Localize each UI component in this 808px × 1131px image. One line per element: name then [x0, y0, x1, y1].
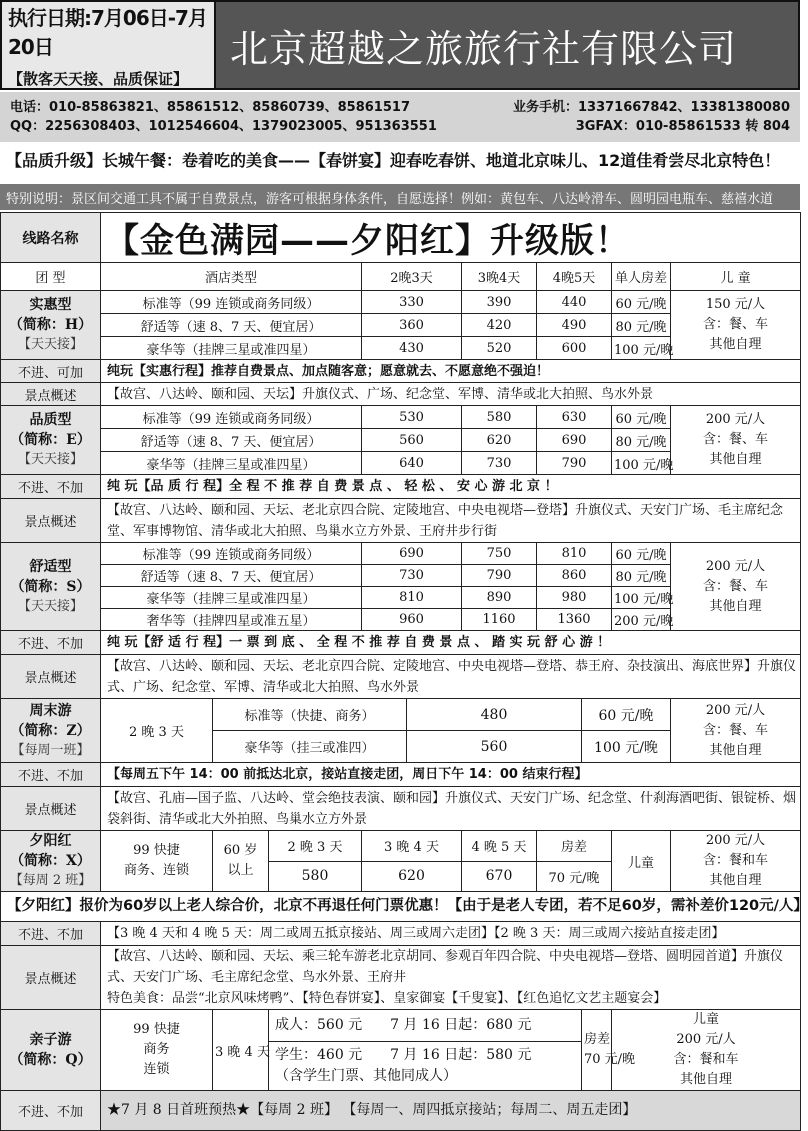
- rule-row: [1, 475, 801, 499]
- table-cell: 70 元/晚: [584, 1052, 636, 1067]
- table-cell: 200 元/人: [705, 412, 766, 427]
- table-cell: 390: [462, 291, 537, 314]
- table-cell: 440: [537, 291, 612, 314]
- table-cell: 60 元/晚: [582, 699, 671, 731]
- rule-row: [1, 631, 801, 655]
- child-price: [612, 1010, 801, 1091]
- table-cell: 80 元/晚: [612, 565, 671, 587]
- table-cell: 【天天接】: [17, 337, 83, 352]
- group-sunset: [1, 831, 101, 892]
- rule-row: [1, 763, 801, 787]
- table-cell: 房差: [537, 831, 612, 862]
- footer-row: [1, 1091, 801, 1131]
- fax-number: 3GFAX：010-85861533 转 804: [575, 119, 790, 134]
- table-cell: 实惠型: [29, 297, 72, 313]
- route-name: 【金色满园——夕阳红】升级版！: [101, 213, 801, 263]
- col-child: 儿 童: [671, 263, 801, 291]
- col-d3: 3晚4天: [462, 263, 537, 291]
- col-d2: 2晚3天: [362, 263, 462, 291]
- table-cell: 600: [537, 337, 612, 360]
- child-price: [671, 699, 801, 763]
- table-cell: 含：餐和车: [703, 853, 769, 868]
- table-cell: 含：餐、车: [703, 317, 769, 332]
- table-cell: （简称：H）: [8, 317, 93, 333]
- table-cell: 200 元/人: [705, 558, 766, 574]
- table-cell: 200 元/人: [676, 1032, 736, 1047]
- table-cell: 奢华等（挂牌四星或准五星）: [101, 609, 362, 631]
- table-cell: [213, 831, 269, 892]
- table-cell: 7 月 16 日起：580 元: [390, 1046, 532, 1063]
- table-cell: 750: [462, 543, 537, 565]
- table-cell: 标准等（快捷、商务）: [213, 699, 407, 731]
- table-cell: 99 快捷: [133, 1022, 180, 1037]
- group-weekend: [1, 699, 101, 763]
- table-cell: [269, 1010, 582, 1042]
- table-row: [1, 1010, 801, 1042]
- table-cell: （简称：Z）: [10, 722, 91, 739]
- cell-line: [10, 117, 790, 136]
- table-cell: 100 元/晚: [582, 731, 671, 763]
- table-cell: （简称：S）: [10, 578, 91, 595]
- table-cell: 580: [462, 406, 537, 429]
- table-row: [1, 543, 801, 565]
- scenic-row: [1, 499, 801, 543]
- table-cell: 60 元/晚: [612, 543, 671, 565]
- table-cell: 不进、不加: [1, 763, 101, 787]
- table-cell: 其他自理: [709, 598, 762, 614]
- table-cell: 【故宫、八达岭、颐和园、天坛、老北京四合院、定陵地宫、中央电视塔—登塔、恭王府、杂技演出、海底世界】升旗仪式、广场、纪念堂、军博、清华或北大拍照、鸟水外景: [101, 655, 801, 699]
- sunset-banner-row: [1, 892, 801, 922]
- table-cell: 980: [537, 587, 612, 609]
- table-cell: 舒适等（速 8、7 天、便宜居）: [101, 314, 362, 337]
- table-cell: 1360: [537, 609, 612, 631]
- table-cell: 690: [362, 543, 462, 565]
- table-cell: （简称：E）: [10, 432, 91, 448]
- table-cell: 【天天接】: [17, 598, 83, 614]
- table-cell: 620: [362, 861, 462, 892]
- table-cell: 【故宫、八达岭、颐和园、天坛】升旗仪式、广场、纪念堂、军博、清华或北大拍照、鸟水外景: [101, 383, 801, 406]
- table-cell: 1160: [462, 609, 537, 631]
- table-cell: 730: [462, 452, 537, 475]
- table-cell: 景点概述: [1, 655, 101, 699]
- table-cell: 【天天接】: [17, 452, 83, 467]
- table-cell: 【故宫、八达岭、颐和园、天坛、乘三轮车游老北京胡同、参观百年四合院、中央电视塔—登塔、圆明园首道】升旗仪式、天安门广场、毛主席纪念堂、鸟水外景、王府井: [107, 949, 784, 985]
- table-cell: 其他自理: [709, 873, 762, 888]
- table-cell: 960: [362, 609, 462, 631]
- table-cell: （简称：X）: [10, 853, 91, 869]
- table-cell: 不进、可加: [1, 360, 101, 383]
- table-cell: 舒适等（速 8、7 天、便宜居）: [101, 429, 362, 452]
- table-cell: 60 岁: [223, 843, 258, 858]
- table-cell: 景点概述: [1, 787, 101, 831]
- table-cell: 150 元/人: [705, 297, 766, 312]
- table-cell: 标准等（99 连锁或商务同级）: [101, 543, 362, 565]
- table-cell: 品质型: [29, 412, 72, 428]
- table-cell: 520: [462, 337, 537, 360]
- qq-numbers: QQ：2256308403、1012546604、1379023005、951363551: [10, 119, 437, 134]
- mobile-numbers: 业务手机：13371667842、13381380080: [513, 100, 790, 115]
- contact-bar: [0, 92, 800, 142]
- table-cell: 不进、不加: [1, 631, 101, 655]
- group-comfort: [1, 543, 101, 631]
- table-cell: [101, 831, 213, 892]
- table-cell: 100 元/晚: [612, 337, 671, 360]
- table-cell: 【每周一班】: [11, 742, 90, 758]
- table-cell: （含学生门票、其他同成人）: [275, 1067, 457, 1084]
- table-cell: 含：餐和车: [673, 1052, 739, 1067]
- table-cell: 2 晚 3 天: [101, 699, 213, 763]
- table-cell: 【每周 2 班】: [9, 873, 92, 888]
- table-cell: 670: [462, 861, 537, 892]
- scenic-row: [1, 787, 801, 831]
- table-cell: 200 元/人: [705, 833, 766, 848]
- table-cell: 其他自理: [709, 742, 762, 758]
- table-cell: 纯 玩【舒 适 行 程】一 票 到 底 、 全 程 不 推 荐 自 费 景 点 、 踏 实 玩 舒 心 游 ！: [101, 631, 801, 655]
- table-cell: 商务、连锁: [123, 863, 189, 878]
- table-cell: 730: [362, 565, 462, 587]
- table-cell: 3 晚 4 天: [362, 831, 462, 862]
- route-row: [1, 213, 801, 263]
- table-cell: 豪华等（挂牌三星或准四星）: [101, 587, 362, 609]
- table-cell: 儿童: [612, 831, 671, 892]
- table-cell: 亲子游: [29, 1032, 72, 1048]
- table-row: [1, 291, 801, 314]
- table-cell: 330: [362, 291, 462, 314]
- rule-row: [1, 922, 801, 946]
- table-cell: 690: [537, 429, 612, 452]
- table-cell: 标准等（99 连锁或商务同级）: [101, 406, 362, 429]
- table-cell: 【故宫、孔庙—国子监、八达岭、堂会绝技表演、颐和园】升旗仪式、天安门广场、纪念堂、什刹海酒吧街、银锭桥、烟袋斜街、清华或北大外拍照、鸟巢水立方外景: [101, 787, 801, 831]
- table-cell: 含：餐、车: [703, 722, 769, 738]
- table-cell: 3 晚 4 天: [213, 1010, 269, 1091]
- column-header-row: [1, 263, 801, 291]
- table-cell: [101, 1010, 213, 1091]
- child-price: [671, 543, 801, 631]
- route-label: 线路名称: [1, 213, 101, 263]
- table-cell: 490: [537, 314, 612, 337]
- table-cell: 纯 玩【品 质 行 程】全 程 不 推 荐 自 费 景 点 、 轻 松 、 安 心 游 北 京 ！: [101, 475, 801, 499]
- rule-row: [1, 360, 801, 383]
- table-cell: [101, 946, 801, 1010]
- table-cell: 860: [537, 565, 612, 587]
- table-row: [1, 831, 801, 862]
- table-cell: 【每周五下午 14：00 前抵达北京，接站直接走团，周日下午 14：00 结束行程】: [101, 763, 801, 787]
- table-cell: 不进、不加: [1, 922, 101, 946]
- table-cell: 舒适等（速 8、7 天、便宜居）: [101, 565, 362, 587]
- table-cell: 商务: [143, 1042, 170, 1057]
- table-cell: 不进、不加: [1, 1091, 101, 1131]
- table-cell: [269, 1041, 582, 1090]
- table-cell: 100 元/晚: [612, 452, 671, 475]
- table-cell: 640: [362, 452, 462, 475]
- table-cell: 530: [362, 406, 462, 429]
- table-cell: 周末游: [29, 702, 72, 719]
- table-cell: 790: [462, 565, 537, 587]
- table-cell: 200 元/晚: [612, 609, 671, 631]
- table-cell: 4 晚 5 天: [462, 831, 537, 862]
- table-cell: 标准等（99 连锁或商务同级）: [101, 291, 362, 314]
- cell-line: [275, 1045, 579, 1066]
- group-family: [1, 1010, 101, 1091]
- table-cell: ★7 月 8 日首班预热★【每周 2 班】 【每周一、周四抵京接站；每周二、周五走团】: [101, 1091, 801, 1131]
- scenic-row: [1, 946, 801, 1010]
- child-price: [671, 291, 801, 360]
- table-cell: 景点概述: [1, 383, 101, 406]
- table-cell: 2 晚 3 天: [269, 831, 362, 862]
- table-cell: 80 元/晚: [612, 429, 671, 452]
- table-cell: 景点概述: [1, 946, 101, 1010]
- group-quality: [1, 406, 101, 475]
- table-cell: 其他自理: [709, 337, 762, 352]
- table-cell: 【夕阳红】报价为60岁以上老人综合价，北京不再退任何门票优惠！【由于是老人专团，若不足60岁，需补差价120元/人】: [1, 892, 801, 922]
- table-cell: 成人：560 元: [275, 1016, 363, 1033]
- table-cell: 80 元/晚: [612, 314, 671, 337]
- table-cell: [582, 1010, 636, 1091]
- table-row: [1, 406, 801, 429]
- table-cell: 480: [407, 699, 582, 731]
- company-name: 北京超越之旅旅行社有限公司: [216, 2, 798, 88]
- execution-date: 执行日期:7月06日-7月20日: [8, 5, 207, 59]
- table-cell: 【故宫、八达岭、颐和园、天坛、老北京四合院、定陵地宫、中央电视塔—登塔】升旗仪式、天安门广场、毛主席纪念堂、军事博物馆、清华或北大拍照、鸟巢水立方外景、王府井步行街: [101, 499, 801, 543]
- table-cell: 560: [407, 731, 582, 763]
- table-cell: 810: [362, 587, 462, 609]
- table-cell: 学生：460 元: [275, 1046, 363, 1063]
- table-cell: 420: [462, 314, 537, 337]
- table-cell: 360: [362, 314, 462, 337]
- table-cell: （简称：Q）: [9, 1052, 92, 1068]
- table-cell: 810: [537, 543, 612, 565]
- table-cell: 100 元/晚: [612, 587, 671, 609]
- table-cell: 景点概述: [1, 499, 101, 543]
- scenic-row: [1, 655, 801, 699]
- table-cell: 特色美食：品尝“北京风味烤鸭”、【特色春饼宴】、皇家御宴【千叟宴】、【红色追忆文艺主题宴会】: [107, 991, 667, 1006]
- promo-line: 【品质升级】长城午餐：卷着吃的美食——【春饼宴】迎春吃春饼、地道北京味儿、12道佳肴尝尽北京特色！: [6, 151, 781, 170]
- table-cell: 豪华等（挂牌三星或准四星）: [101, 337, 362, 360]
- table-cell: 豪华等（挂三或准四）: [213, 731, 407, 763]
- phone-numbers: 电话：010-85863821、85861512、85860739、85861517: [10, 100, 410, 115]
- table-cell: 其他自理: [680, 1072, 733, 1087]
- table-cell: 99 快捷: [133, 843, 180, 858]
- table-cell: 【3 晚 4 天和 4 晚 5 天：周二或周五抵京接站、周三或周六走团】【2 晚 3 天：周三或周六接站直接走团】: [101, 922, 801, 946]
- cell-line: [10, 98, 790, 117]
- col-hotel: 酒店类型: [101, 263, 362, 291]
- child-price: [671, 831, 801, 892]
- group-economy: [1, 291, 101, 360]
- table-cell: 含：餐、车: [703, 432, 769, 447]
- table-cell: 以上: [227, 863, 254, 878]
- table-cell: 60 元/晚: [612, 291, 671, 314]
- table-cell: 连锁: [143, 1062, 170, 1077]
- table-cell: 纯玩【实惠行程】推荐自费景点、加点随客意；愿意就去、不愿意绝不强迫！: [101, 360, 801, 383]
- col-d4: 4晚5天: [537, 263, 612, 291]
- col-single: 单人房差: [612, 263, 671, 291]
- table-cell: 790: [537, 452, 612, 475]
- table-cell: 60 元/晚: [612, 406, 671, 429]
- child-price: [671, 406, 801, 475]
- table-cell: 620: [462, 429, 537, 452]
- table-cell: 不进、不加: [1, 475, 101, 499]
- header-date-box: [2, 2, 216, 88]
- table-cell: 豪华等（挂牌三星或准四星）: [101, 452, 362, 475]
- header: [0, 0, 800, 90]
- table-cell: 890: [462, 587, 537, 609]
- price-table: [0, 212, 808, 1131]
- table-cell: 580: [269, 861, 362, 892]
- table-cell: 房差: [584, 1032, 611, 1047]
- table-cell: 560: [362, 429, 462, 452]
- table-cell: 其他自理: [709, 452, 762, 467]
- scenic-row: [1, 383, 801, 406]
- table-cell: 儿童: [693, 1012, 720, 1027]
- table-cell: 200 元/人: [705, 702, 766, 718]
- header-slogan: 【散客天天接、品质保证】: [8, 69, 189, 88]
- col-type: 团 型: [1, 263, 101, 291]
- table-cell: 含：餐、车: [703, 578, 769, 594]
- table-cell: 430: [362, 337, 462, 360]
- table-row: [1, 699, 801, 731]
- table-cell: 7 月 16 日起：680 元: [390, 1016, 532, 1033]
- table-cell: 夕阳红: [29, 833, 72, 849]
- table-cell: 舒适型: [29, 558, 72, 575]
- special-note: 特别说明：景区间交通工具不属于自费景点，游客可根据身体条件，自愿选择！例如：黄包车、八达岭滑车、圆明园电瓶车、慈禧水道: [0, 184, 800, 210]
- table-cell: 630: [537, 406, 612, 429]
- table-cell: 70 元/晚: [537, 861, 612, 892]
